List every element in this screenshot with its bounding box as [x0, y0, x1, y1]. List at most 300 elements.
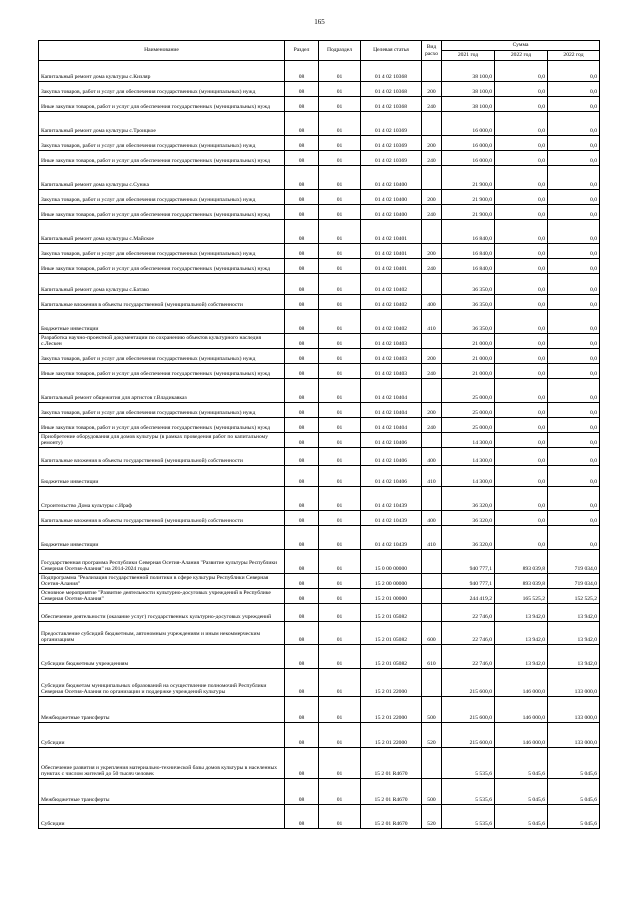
- row-value-2022b: 133 000,0: [548, 669, 600, 697]
- table-row: [39, 82, 600, 97]
- row-expense-type: 400: [422, 511, 442, 526]
- row-value-2022a: 0,0: [495, 295, 548, 310]
- row-value-2022b: 13 942,0: [548, 622, 600, 645]
- row-subsection: 01: [319, 466, 361, 487]
- row-section: 08: [285, 349, 319, 364]
- row-value-2022b: 0,0: [548, 379, 600, 403]
- header-section: Раздел: [285, 41, 319, 61]
- row-section: 08: [285, 526, 319, 550]
- row-name: Иные закупки товаров, работ и услуг для обеспечения государственных (муниципальных) нужд: [39, 205, 285, 220]
- row-expense-type: [422, 487, 442, 511]
- table-row: [39, 779, 600, 805]
- row-name: Закупка товаров, работ и услуг для обеспечения государственных (муниципальных) нужд: [39, 190, 285, 205]
- row-target-item: 01 4 02 10439: [361, 526, 422, 550]
- row-expense-type: [422, 433, 442, 448]
- row-section: 08: [285, 748, 319, 779]
- row-target-item: 15 2 01 05082: [361, 645, 422, 669]
- row-value-2022b: 0,0: [548, 334, 600, 349]
- row-section: 08: [285, 112, 319, 136]
- row-name: Иные закупки товаров, работ и услуг для обеспечения государственных (муниципальных) нужд: [39, 97, 285, 112]
- row-value-2021: 36 320,0: [442, 526, 495, 550]
- table-row: [39, 136, 600, 151]
- row-value-2021: 22 746,0: [442, 622, 495, 645]
- row-section: 08: [285, 190, 319, 205]
- row-name: Капитальный ремонт дома культуры с.Майское: [39, 220, 285, 244]
- table-row: [39, 574, 600, 589]
- row-section: 08: [285, 97, 319, 112]
- row-subsection: 01: [319, 589, 361, 604]
- table-row: [39, 589, 600, 604]
- row-section: 08: [285, 466, 319, 487]
- row-subsection: 01: [319, 274, 361, 295]
- row-value-2021: 16 840,0: [442, 244, 495, 259]
- row-expense-type: [422, 334, 442, 349]
- row-expense-type: 240: [422, 97, 442, 112]
- row-value-2022b: 0,0: [548, 61, 600, 82]
- row-value-2022a: 146 000,0: [495, 669, 548, 697]
- row-value-2022b: 0,0: [548, 82, 600, 97]
- row-value-2022b: 133 000,0: [548, 697, 600, 723]
- row-value-2022b: 0,0: [548, 244, 600, 259]
- row-subsection: 01: [319, 349, 361, 364]
- row-name: Основное мероприятие "Развитие деятельности культурно-досуговых учреждений в Республике Северная Осетия-Алания": [39, 589, 285, 604]
- row-value-2021: 16 000,0: [442, 112, 495, 136]
- row-section: 08: [285, 433, 319, 448]
- row-section: 08: [285, 295, 319, 310]
- row-target-item: 01 4 02 10402: [361, 274, 422, 295]
- row-target-item: 01 4 02 10400: [361, 166, 422, 190]
- table-row: [39, 669, 600, 697]
- row-value-2021: 16 840,0: [442, 259, 495, 274]
- header-year-2022b: 2022 год: [548, 51, 600, 61]
- row-subsection: 01: [319, 418, 361, 433]
- table-row: [39, 487, 600, 511]
- row-value-2022a: 0,0: [495, 274, 548, 295]
- row-target-item: 01 4 02 10401: [361, 244, 422, 259]
- row-value-2022a: 0,0: [495, 448, 548, 466]
- row-name: Подпрограмма "Реализация государственной политики в сфере культуры Республики Северная Осетия-Алания": [39, 574, 285, 589]
- row-value-2022b: 0,0: [548, 364, 600, 379]
- row-value-2022a: 0,0: [495, 511, 548, 526]
- table-row: [39, 448, 600, 466]
- row-expense-type: [422, 550, 442, 574]
- row-name: Иные закупки товаров, работ и услуг для обеспечения государственных (муниципальных) нужд: [39, 364, 285, 379]
- row-subsection: 01: [319, 190, 361, 205]
- row-value-2021: 25 000,0: [442, 418, 495, 433]
- row-target-item: 01 4 02 10403: [361, 334, 422, 349]
- row-value-2021: 25 000,0: [442, 379, 495, 403]
- row-name: Капитальный ремонт дома культуры с.Сунжа: [39, 166, 285, 190]
- row-value-2021: 21 000,0: [442, 349, 495, 364]
- row-value-2021: 38 100,0: [442, 82, 495, 97]
- table-row: [39, 274, 600, 295]
- header-subsection: Подраздел: [319, 41, 361, 61]
- table-row: [39, 622, 600, 645]
- table-body: [39, 61, 600, 829]
- row-value-2021: 21 000,0: [442, 334, 495, 349]
- row-section: 08: [285, 487, 319, 511]
- row-name: Приобретение оборудования для домов культуры (в рамках проведения работ по капитальному ремонту): [39, 433, 285, 448]
- row-target-item: 01 4 02 10401: [361, 220, 422, 244]
- table-row: [39, 220, 600, 244]
- row-value-2021: 21 900,0: [442, 166, 495, 190]
- row-target-item: 15 2 01 22000: [361, 669, 422, 697]
- row-expense-type: [422, 61, 442, 82]
- row-section: 08: [285, 418, 319, 433]
- row-value-2021: 14 300,0: [442, 466, 495, 487]
- row-subsection: 01: [319, 244, 361, 259]
- table-row: [39, 604, 600, 622]
- row-value-2022b: 0,0: [548, 166, 600, 190]
- row-subsection: 01: [319, 448, 361, 466]
- row-value-2022b: 0,0: [548, 310, 600, 334]
- row-value-2021: 215 600,0: [442, 723, 495, 748]
- row-subsection: 01: [319, 604, 361, 622]
- row-section: 08: [285, 220, 319, 244]
- row-subsection: 01: [319, 220, 361, 244]
- row-target-item: 01 4 02 10402: [361, 295, 422, 310]
- row-expense-type: 240: [422, 364, 442, 379]
- row-value-2022a: 0,0: [495, 244, 548, 259]
- row-value-2022b: 719 034,0: [548, 574, 600, 589]
- row-expense-type: 600: [422, 622, 442, 645]
- row-value-2021: 21 000,0: [442, 364, 495, 379]
- budget-table: [38, 40, 600, 829]
- row-subsection: 01: [319, 805, 361, 829]
- row-value-2021: 14 300,0: [442, 433, 495, 448]
- row-value-2022b: 0,0: [548, 349, 600, 364]
- table-row: [39, 61, 600, 82]
- row-value-2022a: 893 039,8: [495, 574, 548, 589]
- row-section: 08: [285, 166, 319, 190]
- row-expense-type: [422, 112, 442, 136]
- table-row: [39, 364, 600, 379]
- row-value-2021: 22 746,0: [442, 645, 495, 669]
- row-value-2022a: 146 000,0: [495, 697, 548, 723]
- row-target-item: 01 4 02 10404: [361, 418, 422, 433]
- row-section: 08: [285, 669, 319, 697]
- table-row: [39, 403, 600, 418]
- row-target-item: 01 4 02 10404: [361, 379, 422, 403]
- row-value-2021: 16 000,0: [442, 151, 495, 166]
- row-section: 08: [285, 364, 319, 379]
- table-row: [39, 723, 600, 748]
- row-value-2021: 5 535,6: [442, 805, 495, 829]
- row-target-item: 15 2 01 R4670: [361, 748, 422, 779]
- row-value-2022a: 0,0: [495, 433, 548, 448]
- row-value-2021: 36 350,0: [442, 274, 495, 295]
- row-subsection: 01: [319, 61, 361, 82]
- row-name: Бюджетные инвестиции: [39, 526, 285, 550]
- row-section: 08: [285, 244, 319, 259]
- row-section: 08: [285, 622, 319, 645]
- row-subsection: 01: [319, 697, 361, 723]
- row-value-2021: 36 350,0: [442, 310, 495, 334]
- row-target-item: 01 4 02 10401: [361, 259, 422, 274]
- row-value-2022b: 0,0: [548, 466, 600, 487]
- row-target-item: 01 4 02 10403: [361, 364, 422, 379]
- row-expense-type: [422, 379, 442, 403]
- row-expense-type: 200: [422, 190, 442, 205]
- row-expense-type: 520: [422, 805, 442, 829]
- row-target-item: 15 2 01 05082: [361, 604, 422, 622]
- row-value-2021: 38 100,0: [442, 97, 495, 112]
- row-value-2022a: 0,0: [495, 136, 548, 151]
- row-name: Капитальный ремонт общежития для артистов г.Владикавказ: [39, 379, 285, 403]
- row-name: Разработка научно-проектной документации по сохранению объектов культурного наследия с.Лескен: [39, 334, 285, 349]
- row-expense-type: 240: [422, 151, 442, 166]
- row-value-2022b: 5 045,6: [548, 805, 600, 829]
- row-value-2022a: 0,0: [495, 334, 548, 349]
- row-name: Субсидии бюджетам муниципальных образований на осуществление полномочий Республики Северная Осетия-Алания по организации и поддержке учреждений культуры: [39, 669, 285, 697]
- row-expense-type: 610: [422, 645, 442, 669]
- row-target-item: 15 0 00 00000: [361, 550, 422, 574]
- row-target-item: 01 4 02 10368: [361, 97, 422, 112]
- table-row: [39, 97, 600, 112]
- table-row: [39, 244, 600, 259]
- row-value-2022b: 0,0: [548, 112, 600, 136]
- row-value-2021: 36 350,0: [442, 295, 495, 310]
- page-number: 165: [314, 18, 325, 26]
- row-expense-type: 410: [422, 526, 442, 550]
- table-row: [39, 805, 600, 829]
- row-subsection: 01: [319, 364, 361, 379]
- table-row: [39, 645, 600, 669]
- row-expense-type: 400: [422, 448, 442, 466]
- row-name: Закупка товаров, работ и услуг для обеспечения государственных (муниципальных) нужд: [39, 244, 285, 259]
- row-section: 08: [285, 403, 319, 418]
- row-section: 08: [285, 645, 319, 669]
- row-target-item: 15 2 01 22000: [361, 723, 422, 748]
- row-section: 08: [285, 779, 319, 805]
- row-value-2022b: 5 045,6: [548, 748, 600, 779]
- row-expense-type: 200: [422, 349, 442, 364]
- row-section: 08: [285, 379, 319, 403]
- row-section: 08: [285, 151, 319, 166]
- row-section: 08: [285, 448, 319, 466]
- row-value-2021: 940 777,1: [442, 550, 495, 574]
- row-subsection: 01: [319, 151, 361, 166]
- row-name: Межбюджетные трансферты: [39, 697, 285, 723]
- row-expense-type: 200: [422, 82, 442, 97]
- row-value-2022a: 0,0: [495, 61, 548, 82]
- row-expense-type: [422, 274, 442, 295]
- row-name: Капитальный ремонт дома культуры с.Батако: [39, 274, 285, 295]
- row-expense-type: 400: [422, 295, 442, 310]
- row-value-2022a: 0,0: [495, 418, 548, 433]
- row-value-2021: 215 600,0: [442, 669, 495, 697]
- header-sum: Сумма: [442, 41, 600, 51]
- header-year-2022a: 2022 год: [495, 51, 548, 61]
- row-section: 08: [285, 550, 319, 574]
- row-value-2021: 22 746,0: [442, 604, 495, 622]
- row-value-2022a: 0,0: [495, 151, 548, 166]
- row-name: Капитальные вложения в объекты государственной (муниципальной) собственности: [39, 448, 285, 466]
- row-subsection: 01: [319, 669, 361, 697]
- row-value-2022a: 0,0: [495, 97, 548, 112]
- row-value-2021: 16 840,0: [442, 220, 495, 244]
- row-expense-type: 410: [422, 466, 442, 487]
- row-section: 08: [285, 604, 319, 622]
- row-value-2022a: 0,0: [495, 259, 548, 274]
- row-target-item: 01 4 02 10406: [361, 466, 422, 487]
- row-subsection: 01: [319, 748, 361, 779]
- row-expense-type: 240: [422, 259, 442, 274]
- table-row: [39, 418, 600, 433]
- row-value-2022b: 0,0: [548, 274, 600, 295]
- row-name: Обеспечение деятельности (оказание услуг) государственных культурно-досуговых учреждений: [39, 604, 285, 622]
- row-subsection: 01: [319, 166, 361, 190]
- row-value-2022a: 0,0: [495, 466, 548, 487]
- row-target-item: 15 2 01 05082: [361, 622, 422, 645]
- row-value-2022a: 0,0: [495, 349, 548, 364]
- row-expense-type: [422, 220, 442, 244]
- row-value-2022a: 165 525,2: [495, 589, 548, 604]
- row-name: Государственная программа Республики Северная Осетия-Алания "Развитие культуры Республики Северная Осетия-Алания" на 2014-2024 годы: [39, 550, 285, 574]
- row-value-2022a: 0,0: [495, 190, 548, 205]
- row-name: Закупка товаров, работ и услуг для обеспечения государственных (муниципальных) нужд: [39, 82, 285, 97]
- row-name: Предоставление субсидий бюджетным, автономным учреждениям и иным некоммерческим организациям: [39, 622, 285, 645]
- row-value-2021: 5 535,6: [442, 779, 495, 805]
- row-subsection: 01: [319, 205, 361, 220]
- row-value-2021: 5 535,6: [442, 748, 495, 779]
- row-subsection: 01: [319, 136, 361, 151]
- row-value-2022a: 0,0: [495, 205, 548, 220]
- row-name: Закупка товаров, работ и услуг для обеспечения государственных (муниципальных) нужд: [39, 136, 285, 151]
- row-target-item: 01 4 02 10402: [361, 310, 422, 334]
- row-subsection: 01: [319, 433, 361, 448]
- row-name: Иные закупки товаров, работ и услуг для обеспечения государственных (муниципальных) нужд: [39, 151, 285, 166]
- row-subsection: 01: [319, 82, 361, 97]
- row-value-2021: 25 000,0: [442, 403, 495, 418]
- row-value-2022a: 0,0: [495, 379, 548, 403]
- row-name: Капитальные вложения в объекты государственной (муниципальной) собственности: [39, 295, 285, 310]
- row-expense-type: 200: [422, 136, 442, 151]
- row-value-2022a: 0,0: [495, 364, 548, 379]
- table-row: [39, 511, 600, 526]
- row-section: 08: [285, 574, 319, 589]
- row-expense-type: 520: [422, 723, 442, 748]
- row-value-2022a: 146 000,0: [495, 723, 548, 748]
- row-value-2022a: 0,0: [495, 526, 548, 550]
- row-target-item: 01 4 02 10404: [361, 403, 422, 418]
- row-section: 08: [285, 136, 319, 151]
- table-row: [39, 112, 600, 136]
- row-expense-type: [422, 574, 442, 589]
- row-value-2022b: 5 045,6: [548, 779, 600, 805]
- row-subsection: 01: [319, 310, 361, 334]
- table-row: [39, 526, 600, 550]
- row-name: Субсидии: [39, 805, 285, 829]
- row-value-2022b: 133 000,0: [548, 723, 600, 748]
- row-section: 08: [285, 589, 319, 604]
- row-section: 08: [285, 310, 319, 334]
- row-value-2022b: 152 525,2: [548, 589, 600, 604]
- table-row: [39, 190, 600, 205]
- row-name: Капитальные вложения в объекты государственной (муниципальной) собственности: [39, 511, 285, 526]
- row-value-2022b: 13 942,0: [548, 645, 600, 669]
- row-target-item: 15 2 01 R4670: [361, 779, 422, 805]
- row-subsection: 01: [319, 403, 361, 418]
- row-target-item: 01 4 02 10400: [361, 190, 422, 205]
- row-target-item: 15 2 00 00000: [361, 574, 422, 589]
- row-value-2022a: 13 942,0: [495, 645, 548, 669]
- row-expense-type: 500: [422, 779, 442, 805]
- row-target-item: 15 2 01 22000: [361, 697, 422, 723]
- row-target-item: 01 4 02 10400: [361, 205, 422, 220]
- row-expense-type: 410: [422, 310, 442, 334]
- row-expense-type: 500: [422, 697, 442, 723]
- row-value-2022a: 13 942,0: [495, 622, 548, 645]
- table-row: [39, 466, 600, 487]
- row-section: 08: [285, 805, 319, 829]
- row-subsection: 01: [319, 379, 361, 403]
- row-value-2022b: 0,0: [548, 448, 600, 466]
- row-target-item: 01 4 02 10369: [361, 136, 422, 151]
- row-value-2022a: 0,0: [495, 487, 548, 511]
- row-name: Капитальный ремонт дома культуры с.Кизляр: [39, 61, 285, 82]
- row-expense-type: 240: [422, 205, 442, 220]
- row-value-2022b: 13 942,0: [548, 604, 600, 622]
- row-target-item: 01 4 02 10403: [361, 349, 422, 364]
- row-name: Закупка товаров, работ и услуг для обеспечения государственных (муниципальных) нужд: [39, 403, 285, 418]
- row-value-2022b: 0,0: [548, 511, 600, 526]
- row-section: 08: [285, 61, 319, 82]
- row-target-item: 01 4 02 10439: [361, 487, 422, 511]
- row-target-item: 01 4 02 10369: [361, 112, 422, 136]
- row-value-2021: 38 100,0: [442, 61, 495, 82]
- row-target-item: 01 4 02 10368: [361, 82, 422, 97]
- row-subsection: 01: [319, 259, 361, 274]
- row-value-2022a: 0,0: [495, 82, 548, 97]
- table-row: [39, 295, 600, 310]
- row-subsection: 01: [319, 779, 361, 805]
- row-value-2022b: 0,0: [548, 433, 600, 448]
- row-expense-type: [422, 748, 442, 779]
- row-name: Иные закупки товаров, работ и услуг для обеспечения государственных (муниципальных) нужд: [39, 259, 285, 274]
- row-subsection: 01: [319, 550, 361, 574]
- table-header-row: [39, 41, 600, 51]
- header-year-2021: 2021 год: [442, 51, 495, 61]
- row-value-2022b: 0,0: [548, 220, 600, 244]
- row-name: Закупка товаров, работ и услуг для обеспечения государственных (муниципальных) нужд: [39, 349, 285, 364]
- row-target-item: 01 4 02 10439: [361, 511, 422, 526]
- table-row: [39, 349, 600, 364]
- row-value-2022b: 0,0: [548, 151, 600, 166]
- row-subsection: 01: [319, 723, 361, 748]
- row-name: Межбюджетные трансферты: [39, 779, 285, 805]
- row-subsection: 01: [319, 574, 361, 589]
- row-value-2021: 36 320,0: [442, 511, 495, 526]
- table-row: [39, 550, 600, 574]
- row-expense-type: [422, 669, 442, 697]
- row-name: Капитальный ремонт дома культуры с.Троицкое: [39, 112, 285, 136]
- row-target-item: 15 2 01 R4670: [361, 805, 422, 829]
- row-name: Субсидии: [39, 723, 285, 748]
- table-row: [39, 166, 600, 190]
- row-value-2021: 16 000,0: [442, 136, 495, 151]
- row-name: Субсидии бюджетным учреждениям: [39, 645, 285, 669]
- row-value-2022b: 0,0: [548, 259, 600, 274]
- row-expense-type: 200: [422, 403, 442, 418]
- row-value-2021: 14 300,0: [442, 448, 495, 466]
- row-section: 08: [285, 274, 319, 295]
- row-value-2021: 244 419,2: [442, 589, 495, 604]
- row-target-item: 15 2 01 00000: [361, 589, 422, 604]
- row-section: 08: [285, 334, 319, 349]
- table-row: [39, 310, 600, 334]
- row-value-2022b: 719 034,0: [548, 550, 600, 574]
